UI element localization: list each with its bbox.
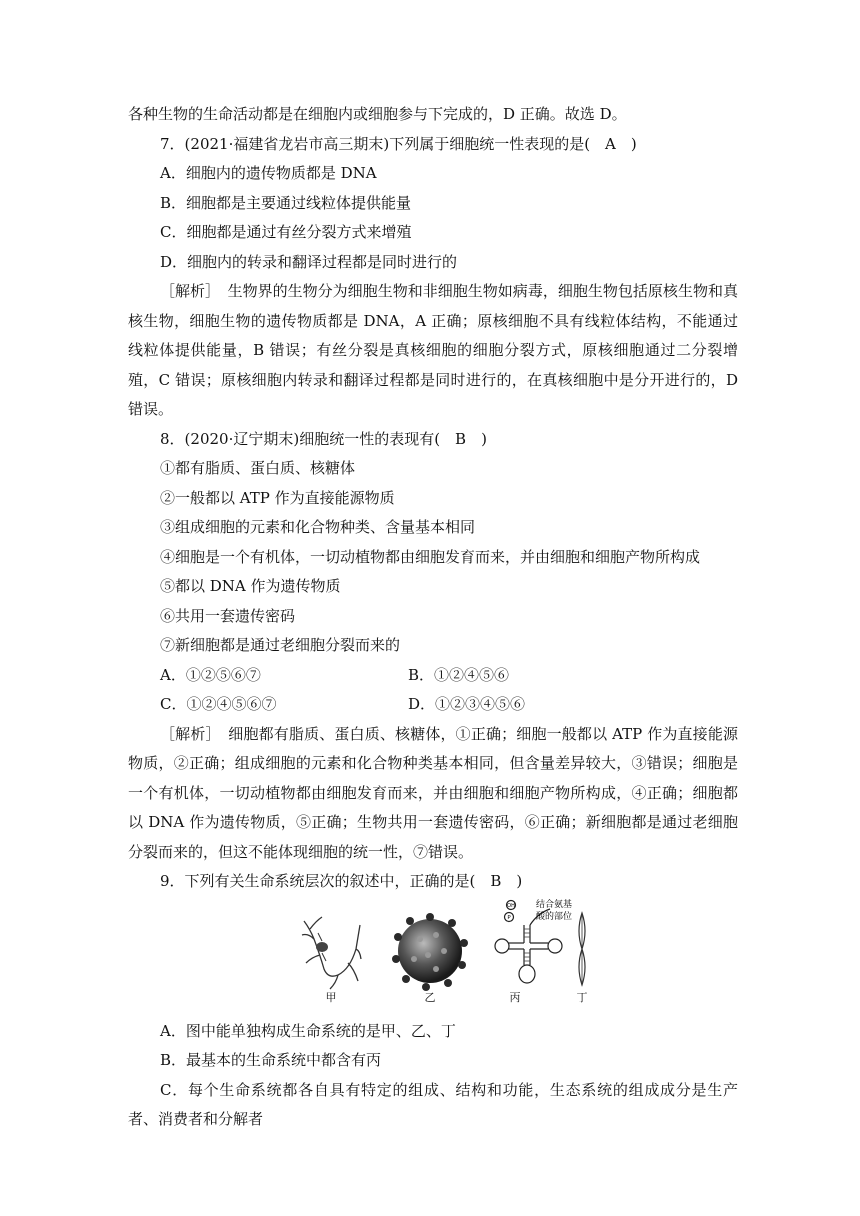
option-b: B．最基本的生命系统中都含有丙	[160, 1051, 382, 1069]
question-7: 7．(2021·福建省龙岩市高三期末)下列属于细胞统一性表现的是( A )	[160, 134, 637, 153]
neuron-image	[300, 911, 362, 991]
explanation-tag: ［解析］	[160, 724, 214, 743]
statement-1: ①都有脂质、蛋白质、核糖体	[160, 459, 356, 477]
trna-label-line2: 酸的部位	[536, 911, 573, 922]
question-8: 8．(2020·辽宁期末)细胞统一性的表现有( B )	[160, 429, 487, 448]
option-d: D．①②③④⑤⑥	[408, 695, 526, 713]
explanation-7	[128, 277, 738, 425]
trna-image	[494, 899, 576, 991]
caption-ding: 丁	[576, 990, 588, 1004]
explanation-text: 生物界的生物分为细胞生物和非细胞生物如病毒，细胞生物包括原核生物和真核生物，细胞生物的遗传物质都是 DNA，A 正确；原核细胞不具有线粒体结构，不能通过线粒体提供能量，B 错误；有丝分裂是真核细胞的细胞分裂方式，原核细胞通过二分裂增殖，C 错误；原核细胞内转录和翻译过程都是同时进行的，在真核细胞中是分开进行的，D 错误。	[128, 282, 738, 418]
caption-yi: 乙	[424, 990, 436, 1004]
trna-p-label: P	[507, 914, 511, 921]
explanation-text: 细胞都有脂质、蛋白质、核糖体，①正确；细胞一般都以 ATP 作为直接能源物质，②正确；组成细胞的元素和化合物种类基本相同，但含量差异较大，③错误；细胞是一个有机体，一切动植物都由细胞发育而来，并由细胞和细胞产物所构成，④正确；细胞都以 DNA 作为遗传物质，⑤正确；生物共用一套遗传密码，⑥正确；新细胞都是通过老细胞分裂而来的，但这不能体现细胞的统一性，⑦错误。	[128, 724, 738, 861]
option-b: B．①②④⑤⑥	[408, 665, 510, 684]
caption-bing: 丙	[509, 990, 521, 1004]
option-d: D．细胞内的转录和翻译过程都是同时进行的	[160, 252, 458, 271]
figure	[128, 899, 738, 1017]
statement-3: ③组成细胞的元素和化合物种类、含量基本相同	[160, 518, 476, 536]
chromosome-image	[572, 911, 592, 987]
explanation-tag: ［解析］	[160, 282, 213, 300]
options-row	[128, 661, 738, 691]
virus-image	[390, 911, 470, 991]
option-a: A．图中能单独构成生命系统的是甲、乙、丁	[160, 1021, 456, 1040]
explanation-8	[128, 720, 738, 868]
question-9: 9．下列有关生命系统层次的叙述中，正确的是( B )	[160, 872, 523, 890]
statement-7: ⑦新细胞都是通过老细胞分裂而来的	[160, 636, 401, 654]
option-c: C．①②④⑤⑥⑦	[160, 695, 277, 713]
statement-2: ②一般都以 ATP 作为直接能源物质	[160, 488, 395, 507]
caption-jia: 甲	[325, 990, 337, 1004]
statement-6: ⑥共用一套遗传密码	[160, 606, 296, 625]
trna-oh-label: OH	[507, 902, 515, 909]
statement-4: ④细胞是一个有机体，一切动植物都由细胞发育而来，并由细胞和细胞产物所构成	[160, 547, 701, 566]
trna-label-line1: 结合氨基	[536, 899, 573, 910]
options-row	[128, 690, 738, 720]
text-line: 各种生物的生命活动都是在细胞内或细胞参与下完成的，D 正确。故选 D。	[128, 105, 627, 123]
option-a: A．细胞内的遗传物质都是 DNA	[160, 164, 377, 182]
option-c: C．每个生命系统都各自具有特定的组成、结构和功能，生态系统的组成成分是生产者、消费者和分解者	[128, 1080, 738, 1128]
statement-5: ⑤都以 DNA 作为遗传物质	[160, 577, 341, 595]
option-a: A．①②⑤⑥⑦	[160, 665, 261, 684]
option-b: B．细胞都是主要通过线粒体提供能量	[160, 193, 412, 212]
option-c: C．细胞都是通过有丝分裂方式来增殖	[160, 223, 412, 241]
document-page	[128, 100, 738, 1135]
